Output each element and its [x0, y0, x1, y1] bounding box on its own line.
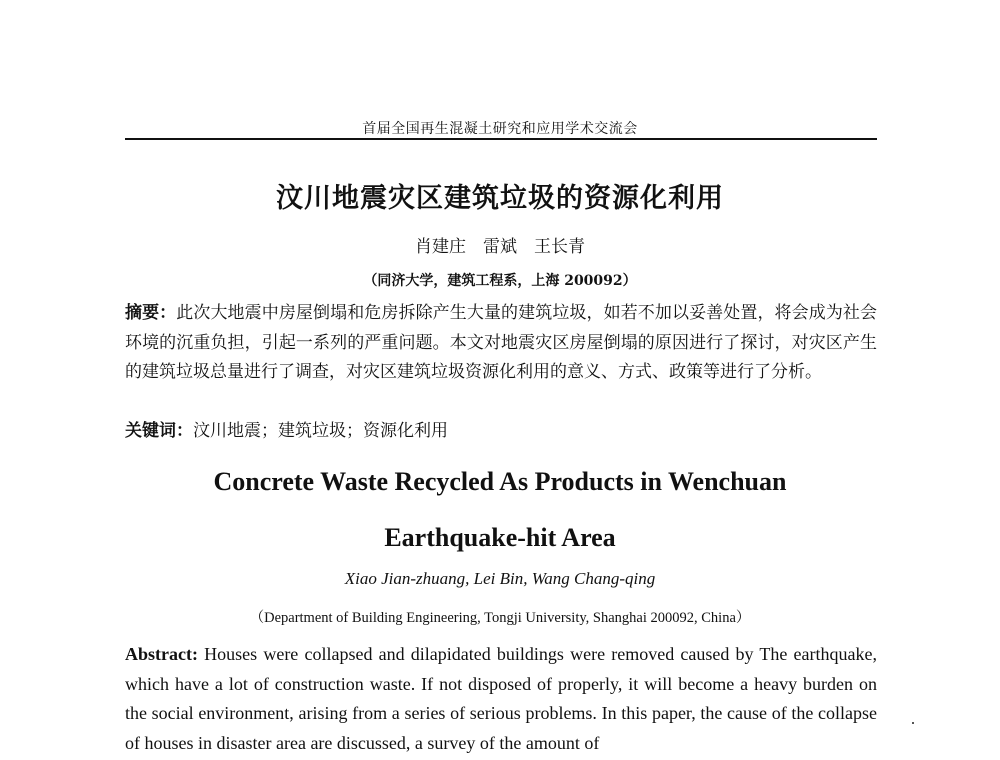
running-head: 首届全国再生混凝土研究和应用学术交流会 — [362, 121, 638, 137]
chinese-keywords-text: 汶川地震；建筑垃圾；资源化利用 — [193, 421, 448, 441]
chinese-keywords-label: 关键词： — [125, 421, 193, 441]
chinese-abstract-text: 此次大地震中房屋倒塌和危房拆除产生大量的建筑垃圾，如若不加以妥善处置，将会成为社会环境的沉重负担，引起一系列的严重问题。本文对地震灾区房屋倒塌的原因进行了探讨，对灾区产生的建筑垃圾总量进行了调查，对灾区建筑垃圾资源化利用的意义、方式、政策等进行了分析。 — [125, 303, 878, 382]
scan-speck — [912, 722, 914, 724]
english-abstract — [125, 640, 877, 758]
english-title-line-2: Earthquake-hit Area — [384, 523, 616, 552]
chinese-abstract-label: 摘要： — [125, 303, 177, 323]
english-abstract-label: Abstract: — [125, 644, 198, 664]
english-title-line-1: Concrete Waste Recycled As Products in Wenchuan — [213, 467, 787, 496]
english-affiliation: （Department of Building Engineering, Tongji University, Shanghai 200092, China） — [249, 610, 751, 626]
english-authors: Xiao Jian-zhuang, Lei Bin, Wang Chang-qing — [344, 569, 656, 588]
chinese-affiliation: （同济大学，建筑工程系，上海 200092） — [363, 273, 637, 289]
chinese-authors: 肖建庄 雷斌 王长青 — [415, 237, 585, 257]
chinese-title: 汶川地震灾区建筑垃圾的资源化利用 — [276, 183, 724, 214]
header-rule — [125, 138, 877, 140]
english-abstract-text: Houses were collapsed and dilapidated buildings were removed caused by The earthquake, which have a lot of construction waste. If not disposed of properly, it will become a heavy burden on the social environment, arising from a series of serious problems. In this paper, the cause of the collapse of houses in disaster area are discussed, a survey of the amount of — [125, 644, 877, 753]
chinese-abstract — [125, 299, 877, 388]
chinese-keywords — [125, 417, 877, 446]
